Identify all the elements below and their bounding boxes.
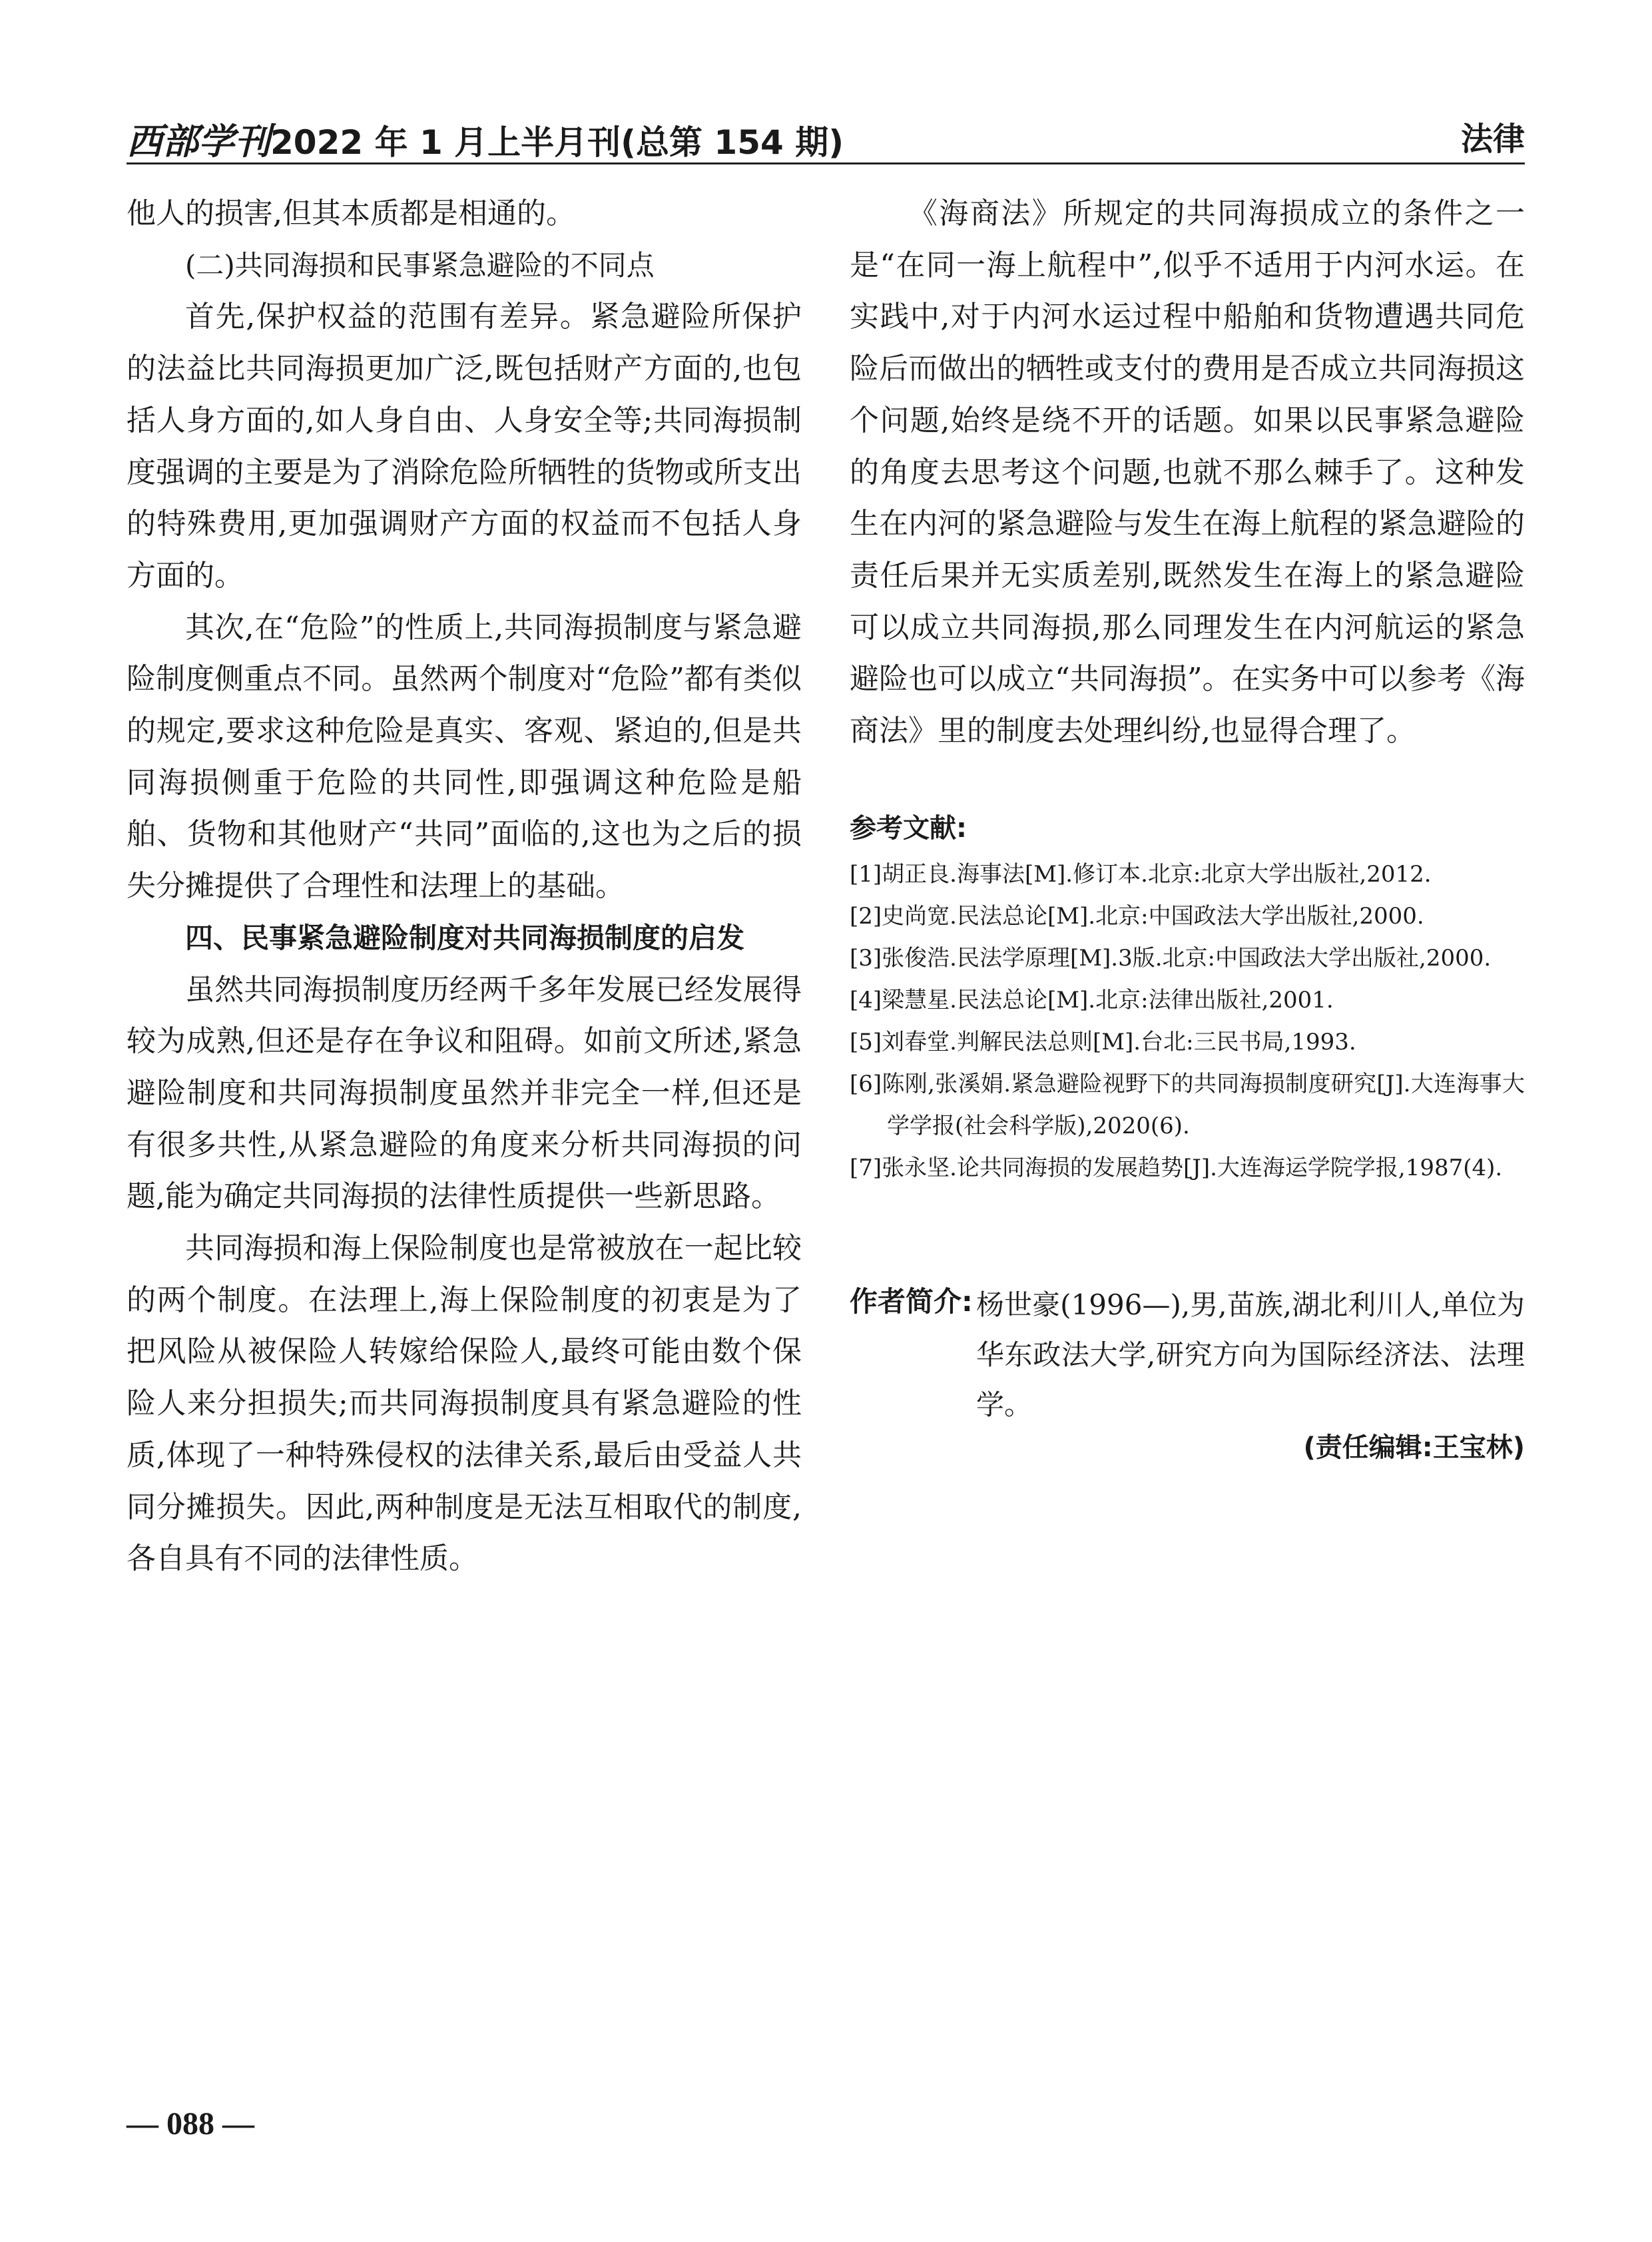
paragraph: 其次,在“危险”的性质上,共同海损制度与紧急避险制度侧重点不同。虽然两个制度对“危险”都有类似的规定,要求这种危险是真实、客观、紧迫的,但是共同海损侧重于危险的共同性,即强调这种危险是船舶、货物和其他财产“共同”面临的,这也为之后的损失分摊提供了合理性和法理上的基础。 (127, 610, 802, 904)
right-column (850, 188, 1525, 1520)
references-title: 参考文献: (850, 813, 967, 844)
author-label: 作者简介: (850, 1285, 973, 1318)
references-list (850, 854, 1525, 1189)
reference-item: [7]张永坚.论共同海损的发展趋势[J].大连海运学院学报,1987(4). (850, 1155, 1503, 1181)
reference-item: [2]史尚宽.民法总论[M].北京:中国政法大学出版社,2000. (850, 903, 1424, 930)
header-rule (127, 162, 1525, 164)
page-number: — 088 — (127, 2106, 254, 2141)
reference-item: [5]刘春堂.判解民法总则[M].台北:三民书局,1993. (850, 1029, 1356, 1055)
paragraph: 共同海损和海上保险制度也是常被放在一起比较的两个制度。在法理上,海上保险制度的初衷是为了把风险从被保险人转嫁给保险人,最终可能由数个保险人来分担损失;而共同海损制度具有紧急避险的性质,体现了一种特殊侵权的法律关系,最后由受益人共同分摊损失。因此,两种制度是无法互相取代的制度,各自具有不同的法律性质。 (127, 1231, 802, 1576)
sub-heading: (二)共同海损和民事紧急避险的不同点 (185, 248, 655, 282)
issue-info: 2022 年 1 月上半月刊(总第 154 期) (270, 123, 844, 162)
reference-item: [4]梁慧星.民法总论[M].北京:法律出版社,2001. (850, 987, 1334, 1013)
section-label: 法律 (1460, 121, 1525, 158)
paragraph: 虽然共同海损制度历经两千多年发展已经发展得较为成熟,但还是存在争议和阻碍。如前文所述,紧急避险制度和共同海损制度虽然并非完全一样,但还是有很多共性,从紧急避险的角度来分析共同海损的问题,能为确定共同海损的法律性质提供一些新思路。 (127, 972, 802, 1214)
editor-note: (责任编辑:王宝林) (1303, 1432, 1525, 1463)
journal-issue-line (127, 113, 844, 164)
reference-item: [3]张俊浩.民法学原理[M].3版.北京:中国政法大学出版社,2000. (850, 945, 1492, 972)
reference-item: [6]陈刚,张溪娟.紧急避险视野下的共同海损制度研究[J].大连海事大学学报(社会科学版),2020(6). (850, 1071, 1525, 1139)
paragraph: 《海商法》所规定的共同海损成立的条件之一是“在同一海上航程中”,似乎不适用于内河水运。在实践中,对于内河水运过程中船舶和货物遭遇共同危险后而做出的牺牲或支付的费用是否成立共同海损这个问题,始终是绕不开的话题。如果以民事紧急避险的角度去思考这个问题,也就不那么棘手了。这种发生在内河的紧急避险与发生在海上航程的紧急避险的责任后果并无实质差别,既然发生在海上的紧急避险可以成立共同海损,那么同理发生在内河航运的紧急避险也可以成立“共同海损”。在实务中可以参考《海商法》里的制度去处理纠纷,也显得合理了。 (850, 196, 1525, 748)
author-text: 杨世豪(1996—),男,苗族,湖北利川人,单位为华东政法大学,研究方向为国际经济法、法理学。 (976, 1288, 1525, 1421)
left-column (127, 188, 802, 1585)
paragraph: 他人的损害,但其本质都是相通的。 (127, 196, 575, 230)
paragraph: 首先,保护权益的范围有差异。紧急避险所保护的法益比共同海损更加广泛,既包括财产方面的,也包括人身方面的,如人身自由、人身安全等;共同海损制度强调的主要是为了消除危险所牺牲的货物或所支出的特殊费用,更加强调财产方面的权益而不包括人身方面的。 (127, 300, 802, 593)
page-header (127, 112, 1525, 165)
reference-item: [1]胡正良.海事法[M].修订本.北京:北京大学出版社,2012. (850, 861, 1432, 888)
journal-logo: 西部学刊 (127, 120, 270, 162)
section-heading: 四、民事紧急避险制度对共同海损制度的启发 (185, 921, 745, 954)
